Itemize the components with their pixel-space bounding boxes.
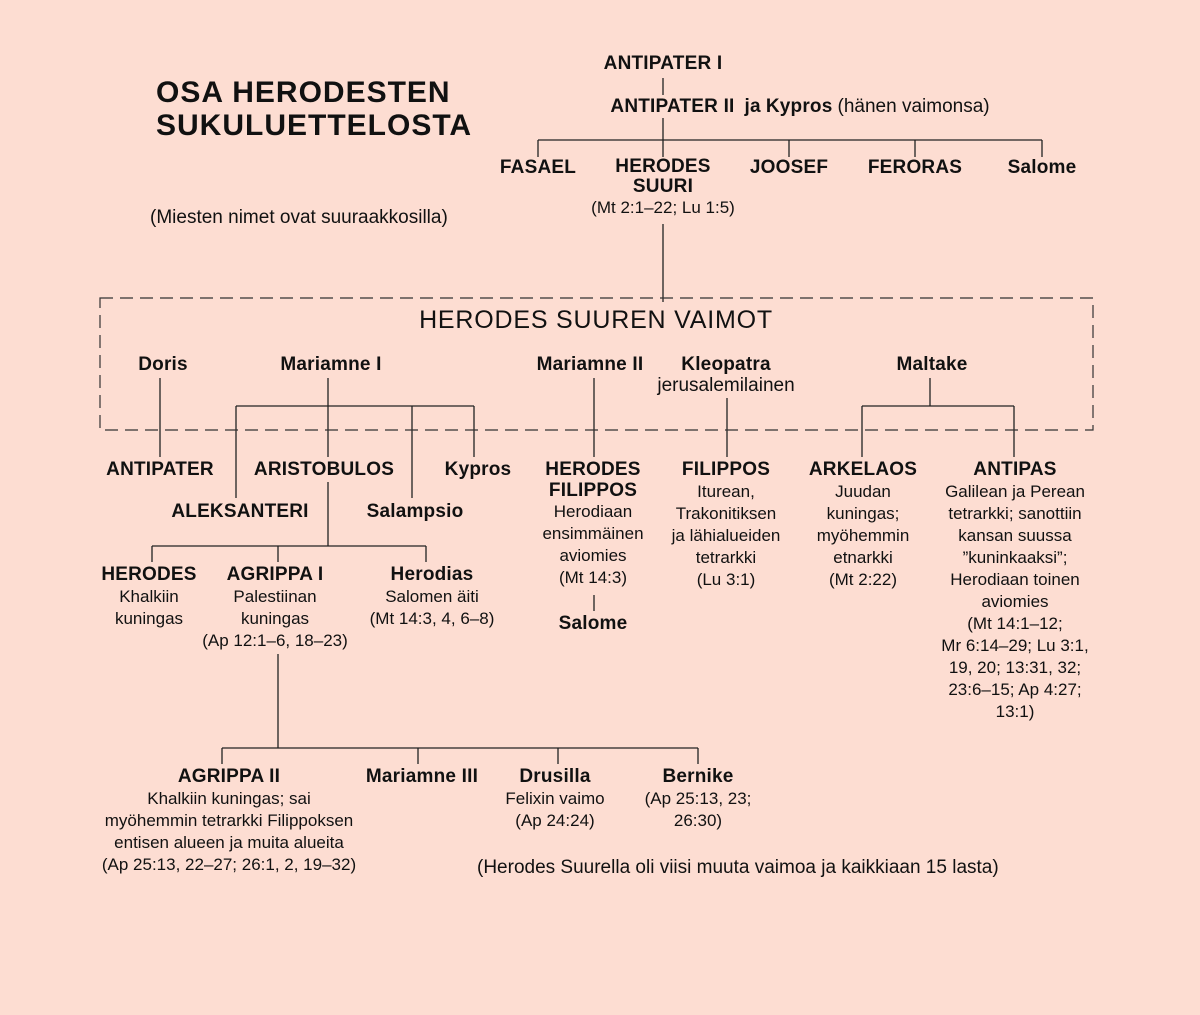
node-arkelaos: ARKELAOS Juudan kuningas; myöhemmin etnarkki (Mt 2:22) <box>808 459 918 589</box>
node-salome: Salome <box>1007 157 1077 178</box>
node-maltake: Maltake <box>896 354 968 375</box>
node-feroras: FERORAS <box>867 157 963 178</box>
node-agrippa-ii: AGRIPPA II Khalkiin kuningas; sai myöhemmin tetrarkki Filippoksen entisen alueen ja muita alueita (Ap 25:13, 22–27; 26:1, 2, 19–32) <box>101 766 357 874</box>
node-herodes-khalkiin: HERODES Khalkiin kuningas <box>101 564 197 628</box>
node-antipater-i: ANTIPATER I <box>603 53 723 74</box>
node-aleksanteri: ALEKSANTERI <box>171 501 309 522</box>
node-bernike: Bernike (Ap 25:13, 23; 26:30) <box>644 766 752 830</box>
node-herodias: Herodias Salomen äiti (Mt 14:3, 4, 6–8) <box>369 564 495 628</box>
node-aristobulos: ARISTOBULOS <box>253 459 395 480</box>
node-salampsio: Salampsio <box>366 501 464 522</box>
node-mariamne-ii: Mariamne II <box>536 354 644 375</box>
node-joosef: JOOSEF <box>749 157 829 178</box>
node-antipas: ANTIPAS Galilean ja Perean tetrarkki; sanottiin kansan suussa ”kuninkaaksi”; Herodiaan toinen aviomies (Mt 14:1–12; Mr 6:14–29; Lu 3:1, 19, 20; 13:31, 32; 23:6–15; Ap 4:27; 13:1) <box>941 459 1089 721</box>
node-filippos: FILIPPOS Iturean, Trakonitiksen ja lähialueiden tetrarkki (Lu 3:1) <box>671 459 781 589</box>
node-doris: Doris <box>138 354 188 375</box>
node-mariamne-iii: Mariamne III <box>365 766 479 787</box>
node-antipater-ii: ANTIPATER II ja Kypros (hänen vaimonsa) <box>610 96 990 117</box>
footnote: (Herodes Suurella oli viisi muuta vaimoa ja kaikkiaan 15 lasta) <box>477 857 999 878</box>
node-agrippa-i: AGRIPPA I Palestiinan kuningas (Ap 12:1–6, 18–23) <box>202 564 348 650</box>
node-drusilla: Drusilla Felixin vaimo (Ap 24:24) <box>505 766 605 830</box>
page-title: OSA HERODESTEN SUKULUETTELOSTA <box>156 76 473 142</box>
node-kleopatra: Kleopatra jerusalemilainen <box>657 354 795 396</box>
node-herodes-suuri: HERODES SUURI (Mt 2:1–22; Lu 1:5) <box>591 156 735 217</box>
node-kypros: Kypros <box>444 459 512 480</box>
wives-box-title: HERODES SUUREN VAIMOT <box>419 306 773 334</box>
node-herodes-filippos: HERODES FILIPPOS Herodiaan ensimmäinen aviomies (Mt 14:3) <box>542 459 644 587</box>
node-fasael: FASAEL <box>499 157 577 178</box>
node-salome-daughter: Salome <box>558 613 628 634</box>
node-antipater: ANTIPATER <box>106 459 214 480</box>
men-names-note: (Miesten nimet ovat suuraakkosilla) <box>150 207 448 228</box>
node-mariamne-i: Mariamne I <box>280 354 382 375</box>
